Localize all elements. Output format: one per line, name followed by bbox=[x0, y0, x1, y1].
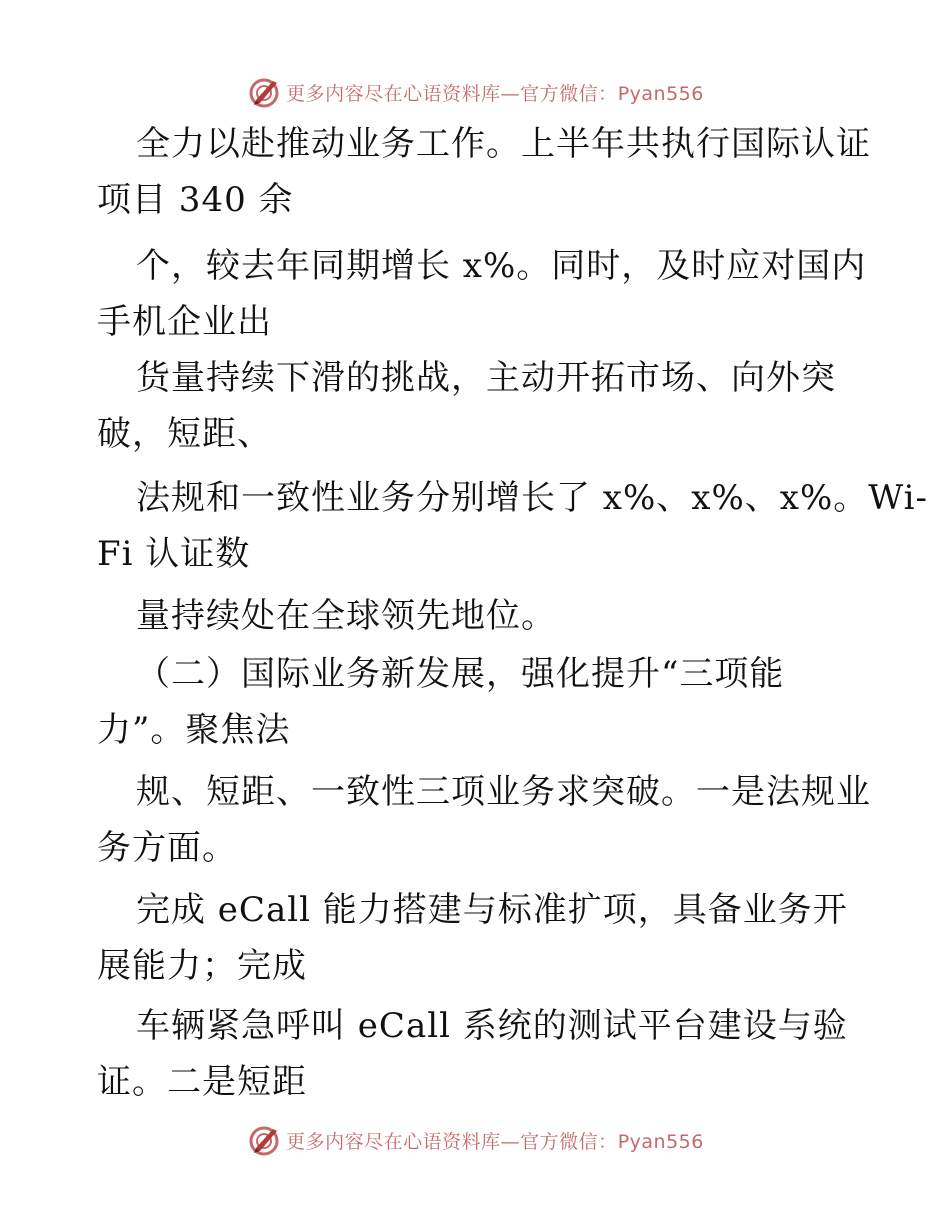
text-line: 完成 eCall 能力搭建与标准扩项，具备业务开 bbox=[136, 890, 848, 930]
text-line: 展能力；完成 bbox=[97, 946, 307, 986]
text-line: 力”。聚焦法 bbox=[97, 710, 291, 750]
text-line: Fi 认证数 bbox=[97, 534, 251, 574]
text-line: 务方面。 bbox=[97, 828, 237, 868]
text-line: 法规和一致性业务分别增长了 x%、x%、x%。Wi- bbox=[136, 478, 928, 518]
text-line: 货量持续下滑的挑战，主动开拓市场、向外突 bbox=[136, 358, 836, 398]
text-line: 全力以赴推动业务工作。上半年共执行国际认证 bbox=[136, 124, 871, 164]
footer-watermark bbox=[0, 1120, 950, 1160]
text-line: 规、短距、一致性三项业务求突破。一是法规业 bbox=[136, 772, 871, 812]
text-line: 个，较去年同期增长 x%。同时，及时应对国内 bbox=[136, 246, 867, 286]
pen-circle-logo-icon bbox=[246, 74, 282, 110]
pen-circle-logo-icon bbox=[246, 1122, 282, 1158]
text-line: 项目 340 余 bbox=[97, 180, 294, 220]
watermark-text: 更多内容尽在心语资料库—官方微信：Pyan556 bbox=[286, 1130, 704, 1153]
text-line: 车辆紧急呼叫 eCall 系统的测试平台建设与验 bbox=[136, 1006, 848, 1046]
text-line: 破，短距、 bbox=[97, 414, 272, 454]
text-line: 量持续处在全球领先地位。 bbox=[136, 596, 556, 636]
watermark-text: 更多内容尽在心语资料库—官方微信：Pyan556 bbox=[286, 82, 704, 105]
text-line: （二）国际业务新发展，强化提升“三项能 bbox=[136, 654, 785, 694]
text-line: 证。二是短距 bbox=[97, 1062, 307, 1102]
text-line: 手机企业出 bbox=[97, 302, 272, 342]
header-watermark bbox=[0, 72, 950, 112]
